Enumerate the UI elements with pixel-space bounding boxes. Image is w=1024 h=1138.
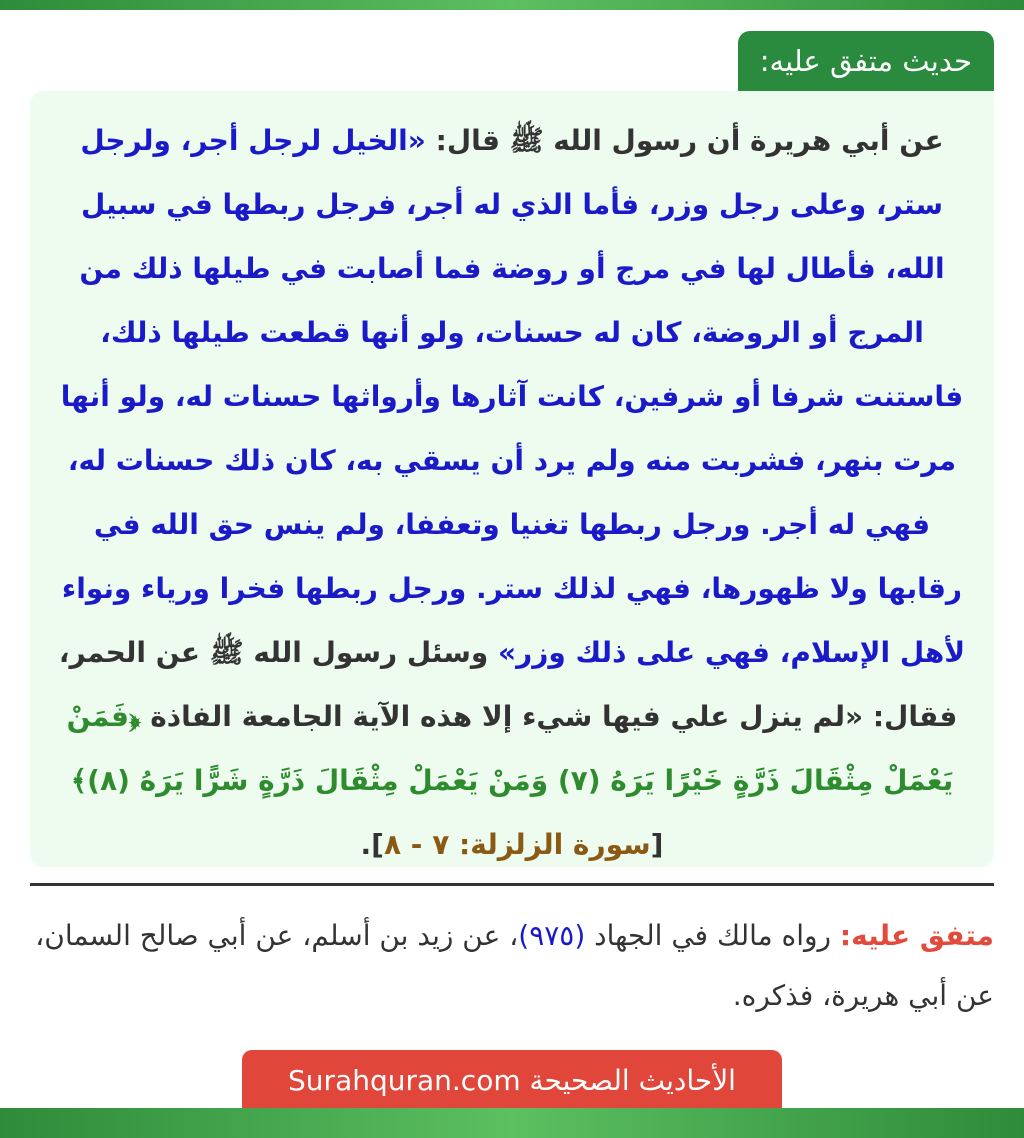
top-accent-bar — [0, 0, 1024, 10]
quran-verse: ﴿فَمَنْ يَعْمَلْ مِثْقَالَ ذَرَّةٍ خَيْرًا يَرَهُ (٧) وَمَنْ يَعْمَلْ مِثْقَالَ ذَرَّةٍ شَرًّا يَرَهُ (٨)﴾ — [66, 700, 954, 797]
narrator-intro: عن أبي هريرة أن رسول الله ﷺ قال: — [425, 124, 944, 157]
takhrij-section — [30, 906, 994, 1026]
takhrij-label: متفق عليه: — [839, 919, 994, 952]
hadith-type-tag: حديث متفق عليه: — [738, 31, 994, 91]
takhrij-text-before: رواه مالك في الجهاد — [585, 919, 840, 952]
surah-reference: سورة الزلزلة: ٧ - ٨ — [383, 828, 651, 861]
prophet-words-1: «الخيل لرجل أجر، ولرجل ستر، وعلى رجل وزر، فأما الذي له أجر، فرجل ربطها في سبيل الله، فأطال لها في مرج أو روضة فما أصابت في طيلها ذلك من المرج أو الروضة، كان له حسنات، ولو أنها قطعت طيلها ذلك، فاستنت شرفا أو شرفين، كانت آثارها وأرواثها حسنات له، ولو أنها مرت بنهر، فشربت منه ولم يرد أن يسقي به، كان ذلك حسنات له، فهي له أجر. ورجل ربطها تغنيا وتعففا، ولم ينس حق الله في رقابها ولا ظهورها، فهي لذلك ستر. ورجل ربطها فخرا ورياء ونواء لأهل الإسلام، فهي على ذلك وزر» — [60, 124, 966, 669]
prophet-words-2: «لم ينزل علي فيها شيء إلا هذه الآية الجامعة الفاذة — [140, 700, 864, 733]
question-text: وسئل رسول الله ﷺ عن الحمر، فقال: — [58, 636, 958, 733]
bottom-accent-bar — [0, 1108, 1024, 1138]
ref-open: [ — [650, 828, 664, 861]
divider-line — [30, 883, 994, 886]
ref-close: ]. — [360, 828, 384, 861]
takhrij-text-after: ، عن زيد بن أسلم، عن أبي صالح السمان، عن أبي هريرة، فذكره. — [35, 919, 994, 1012]
site-link-badge[interactable]: الأحاديث الصحيحة Surahquran.com — [242, 1050, 782, 1110]
hadith-number: (٩٧٥) — [518, 919, 586, 952]
hadith-text-box — [30, 91, 994, 867]
